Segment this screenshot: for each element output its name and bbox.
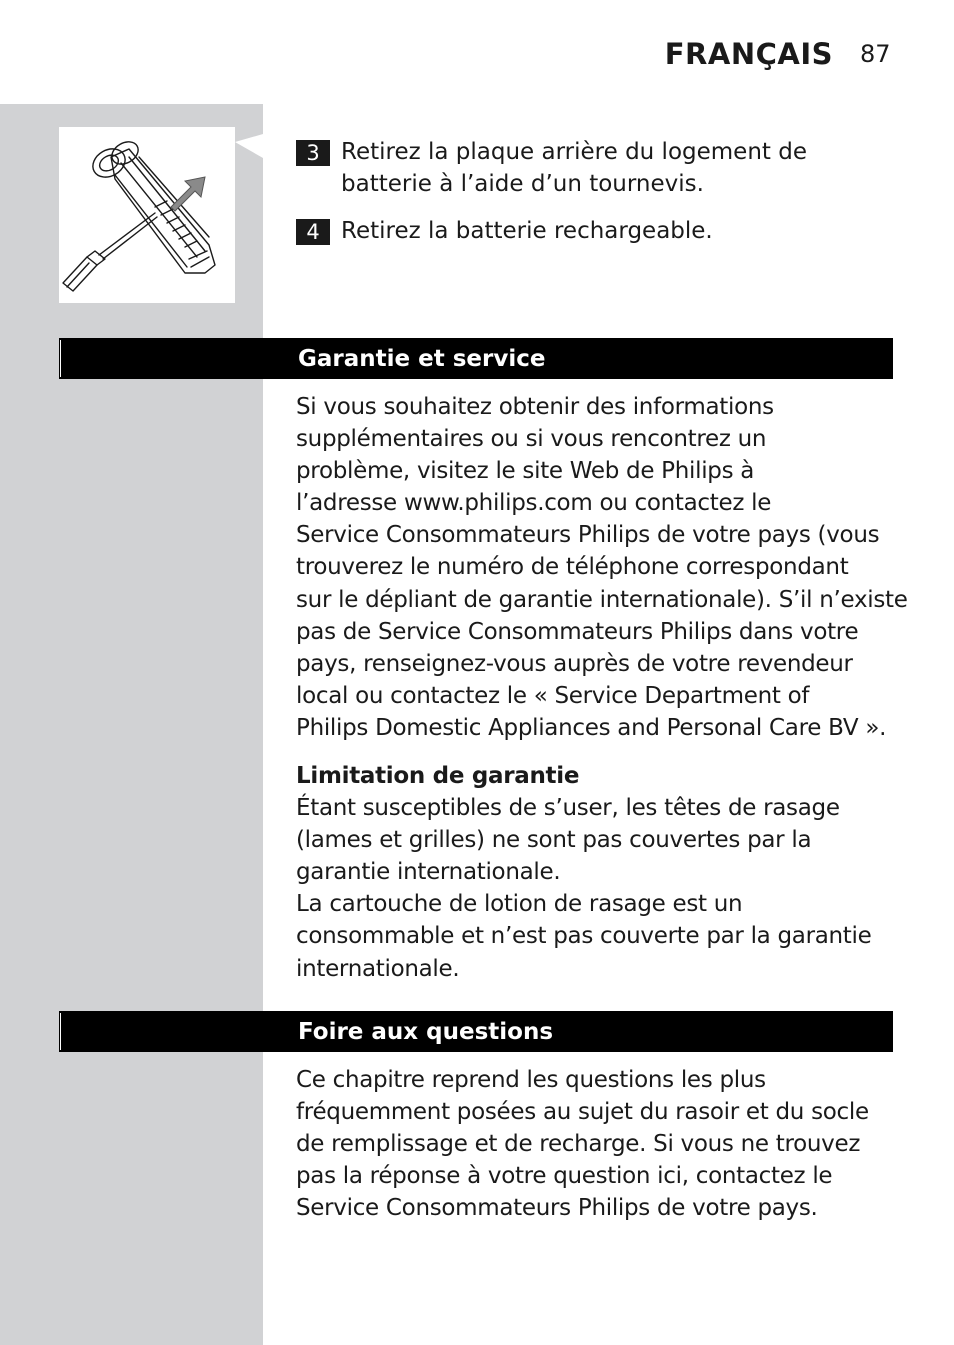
faq-paragraph: [296, 1064, 896, 1224]
section-title: Garantie et service: [298, 346, 546, 372]
section-header-frame: [60, 1013, 892, 1050]
section-title: Foire aux questions: [298, 1019, 554, 1045]
shaver-screwdriver-drawing: [59, 127, 235, 303]
text-line: Si vous souhaitez obtenir des informations: [296, 394, 774, 420]
text-line: de remplissage et de recharge. Si vous ne trouvez: [296, 1131, 861, 1158]
page-number: 87: [860, 40, 891, 68]
text-line: sur le dépliant de garantie internationale). S’il n’existe: [296, 586, 908, 613]
step-number-badge: 3: [296, 140, 330, 166]
text-line: Ce chapitre reprend les questions les plus: [296, 1067, 766, 1093]
shaver-battery-illustration: [59, 127, 235, 303]
text-line: local ou contactez le « Service Department of: [296, 682, 810, 709]
text-line: Philips Domestic Appliances and Personal Care BV ».: [296, 714, 887, 741]
text-line: Service Consommateurs Philips de votre pays.: [296, 1195, 818, 1222]
step-text: [341, 136, 856, 200]
text-line: (lames et grilles) ne sont pas couvertes par la: [296, 827, 812, 854]
text-line: [296, 487, 896, 519]
text-line: trouverez le numéro de téléphone correspondant: [296, 554, 849, 581]
text-line: consommable et n’est pas couverte par la garantie: [296, 923, 872, 950]
step-3: [296, 136, 856, 202]
step-line: Retirez la plaque arrière du logement de: [341, 139, 807, 165]
text-line: Service Consommateurs Philips de votre pays (vous: [296, 522, 880, 549]
limitation-paragraph: [296, 760, 896, 985]
text-line: pas la réponse à votre question ici, contactez le: [296, 1163, 833, 1190]
warranty-paragraph: [296, 391, 908, 744]
section-header-faq: [59, 1011, 893, 1052]
step-number-badge: 4: [296, 219, 330, 245]
illustration-pointer: [235, 132, 265, 162]
text-fragment: ou contactez le: [592, 490, 772, 517]
text-line: La cartouche de lotion de rasage est un: [296, 891, 743, 918]
limitation-heading: Limitation de garantie: [296, 763, 580, 789]
text-line: garantie internationale.: [296, 859, 561, 886]
text-line: Étant susceptibles de s’user, les têtes de rasage: [296, 795, 840, 822]
section-header-frame: [60, 340, 892, 377]
step-line: batterie à l’aide d’un tournevis.: [341, 171, 704, 197]
text-line: supplémentaires ou si vous rencontrez un: [296, 426, 767, 453]
text-line: pas de Service Consommateurs Philips dans votre: [296, 618, 859, 645]
language-heading: FRANÇAIS: [664, 37, 833, 71]
section-header-warranty: [59, 338, 893, 379]
text-line: problème, visitez le site Web de Philips à: [296, 458, 755, 485]
step-line: Retirez la batterie rechargeable.: [341, 218, 713, 244]
text-line: pays, renseignez-vous auprès de votre revendeur: [296, 650, 853, 677]
step-4: [296, 215, 856, 249]
text-line: fréquemment posées au sujet du rasoir et du socle: [296, 1099, 869, 1126]
philips-website-link[interactable]: www.philips.com: [403, 490, 593, 517]
step-text: [341, 215, 856, 247]
text-line: internationale.: [296, 955, 460, 982]
text-fragment: l’adresse: [296, 490, 404, 517]
